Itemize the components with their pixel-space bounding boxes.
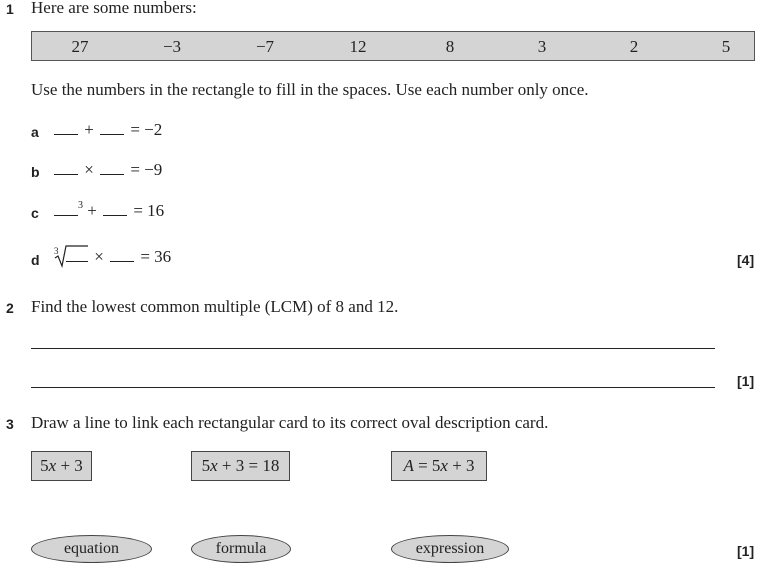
blank[interactable]: [54, 201, 78, 216]
question-2-text: Find the lowest common multiple (LCM) of 8 and 12.: [31, 297, 399, 316]
answer-line-1[interactable]: [31, 348, 715, 349]
blank[interactable]: [100, 160, 124, 175]
question-3-text: Draw a line to link each rectangular card to its correct oval description card.: [31, 413, 549, 432]
number-8: 5: [721, 37, 731, 56]
part-c-equation: [52, 201, 164, 221]
card-3-variable: A: [403, 456, 414, 475]
blank[interactable]: [110, 247, 134, 262]
card-3-middle: = 5: [413, 456, 441, 475]
power-superscript: 3: [78, 200, 83, 211]
blank[interactable]: [103, 201, 127, 216]
question-1-instruction: Use the numbers in the rectangle to fill in the spaces. Use each number only once.: [31, 80, 589, 99]
result: = 36: [140, 247, 172, 266]
oval-expression[interactable]: expression: [391, 535, 509, 563]
part-c-label: c: [31, 205, 39, 221]
cube-root: [54, 244, 88, 268]
answer-line-2[interactable]: [31, 387, 715, 388]
blank[interactable]: [54, 160, 78, 175]
number-5: 8: [445, 37, 455, 56]
card-equation[interactable]: [191, 451, 290, 481]
question-1-intro: Here are some numbers:: [31, 0, 197, 17]
operator: +: [84, 120, 94, 139]
part-b-equation: [52, 160, 162, 180]
part-d-label: d: [31, 252, 40, 268]
question-2-marks: [1]: [737, 373, 755, 389]
result: = −9: [130, 160, 163, 179]
part-b-label: b: [31, 164, 40, 180]
oval-formula[interactable]: formula: [191, 535, 291, 563]
operator: ×: [84, 160, 94, 179]
card-1-coefficient: 5: [40, 456, 49, 475]
number-1: 27: [71, 37, 89, 56]
card-expression[interactable]: [31, 451, 92, 481]
number-3: −7: [255, 37, 275, 56]
question-3-number: 3: [6, 416, 14, 432]
card-1-rest: + 3: [56, 456, 83, 475]
question-3-marks: [1]: [737, 543, 755, 559]
blank[interactable]: [100, 120, 124, 135]
part-a-equation: [52, 120, 162, 140]
card-formula[interactable]: [391, 451, 487, 481]
result: = −2: [130, 120, 163, 139]
result: = 16: [133, 201, 165, 220]
number-7: 2: [629, 37, 639, 56]
card-3-variable-2: x: [440, 456, 448, 475]
root-sign-icon: [54, 244, 88, 268]
operator: ×: [94, 247, 104, 266]
question-1-number: 1: [6, 1, 14, 17]
blank[interactable]: [54, 120, 78, 135]
question-1-marks: [4]: [737, 252, 755, 268]
part-d-equation: [54, 244, 171, 268]
card-2-variable: x: [210, 456, 218, 475]
oval-equation[interactable]: equation: [31, 535, 152, 563]
numbers-rectangle: [31, 31, 755, 61]
question-2-number: 2: [6, 300, 14, 316]
card-3-rest: + 3: [447, 456, 475, 475]
operator: +: [87, 201, 97, 220]
card-2-rest: + 3 = 18: [217, 456, 280, 475]
number-6: 3: [537, 37, 547, 56]
number-2: −3: [162, 37, 182, 56]
card-2-coefficient: 5: [201, 456, 211, 475]
number-4: 12: [349, 37, 367, 56]
card-1-variable: x: [48, 456, 57, 475]
root-index: 3: [54, 246, 59, 256]
part-a-label: a: [31, 124, 39, 140]
